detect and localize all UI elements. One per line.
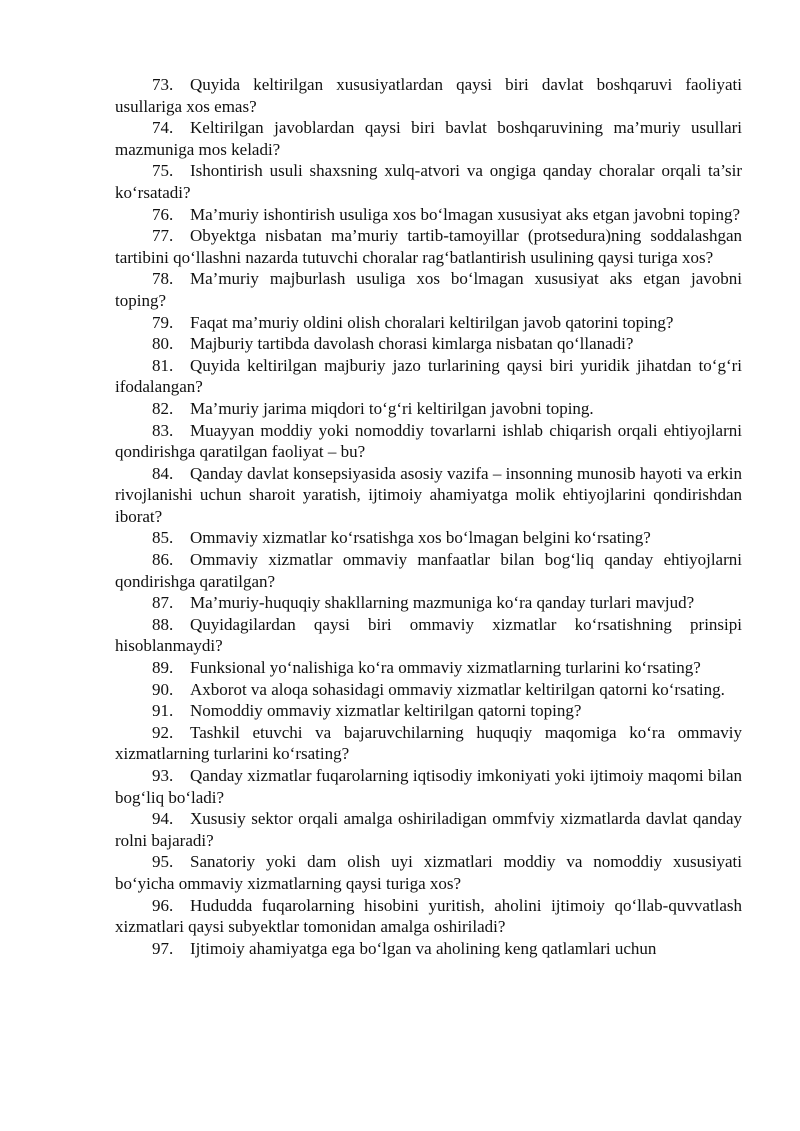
question-text: Obyektga nisbatan ma’muriy tartib-tamoyillar (protsedura)ning soddalashgan tartibini qo‘llashni nazarda tutuvchi choralar rag‘batlantirish usulining qaysi turiga xos? [115,226,742,267]
question-text: Quyida keltirilgan majburiy jazo turlarining qaysi biri yuridik jihatdan to‘g‘ri ifodalangan? [115,355,742,397]
question-number: 85. [152,528,174,548]
question-78 [115,268,742,311]
question-90 [115,679,742,701]
question-number: 77. [152,226,174,246]
question-text: Ommaviy xizmatlar ommaviy manfaatlar bilan bog‘liq qanday ehtiyojlarni qondirishga qaratilgan? [115,550,742,591]
question-83 [115,420,742,463]
question-number: 84. [152,463,174,483]
question-85 [115,527,742,549]
question-text: Quyidagilardan qaysi biri ommaviy xizmatlar ko‘rsatishning prinsipi hisoblanmaydi? [115,614,742,656]
question-number: 88. [152,614,174,634]
question-text: Quyida keltirilgan xususiyatlardan qaysi biri davlat boshqaruvi faoliyati usullariga xos emas? [115,75,742,116]
question-text: Majburiy tartibda davolash chorasi kimlarga nisbatan qo‘llanadi? [190,334,634,354]
question-number: 93. [152,766,174,785]
question-text: Tashkil etuvchi va bajaruvchilarning huquqiy maqomiga ko‘ra ommaviy xizmatlarning turlarini ko‘rsating? [115,722,742,764]
question-number: 87. [152,593,174,613]
question-93 [115,765,742,808]
question-74 [115,117,742,160]
question-number: 80. [152,334,174,354]
question-number: 78. [152,269,174,289]
question-text: Ma’muriy ishontirish usuliga xos bo‘lmagan xususiyat aks etgan javobni toping? [190,204,741,224]
question-number: 97. [152,938,174,958]
question-92 [115,722,742,765]
question-number: 96. [152,895,174,915]
question-text: Hududda fuqarolarning hisobini yuritish, aholini ijtimoiy qo‘llab-quvvatlash xizmatlari qaysi subyektlar tomonidan amalga oshiriladi? [115,895,742,937]
question-97 [115,938,742,960]
question-87 [115,592,742,614]
question-number: 74. [152,118,174,138]
question-number: 91. [152,701,174,721]
question-79 [115,312,742,334]
question-text: Qanday xizmatlar fuqarolarning iqtisodiy imkoniyati yoki ijtimoiy maqomi bilan bog‘liq bo‘ladi? [115,766,742,807]
question-text: Faqat ma’muriy oldini olish choralari keltirilgan javob qatorini toping? [190,312,674,332]
question-number: 76. [152,204,174,224]
question-75 [115,160,742,203]
question-text: Funksional yo‘nalishiga ko‘ra ommaviy xizmatlarning turlarini ko‘rsating? [190,658,701,678]
question-number: 92. [152,722,174,742]
question-number: 89. [152,658,174,678]
question-text: Qanday davlat konsepsiyasida asosiy vazifa – insonning munosib hayoti va erkin rivojlanishi uchun sharoit yaratish, ijtimoiy ahamiyatga molik ehtiyojlarini qondirishdan iborat? [115,463,742,526]
question-number: 82. [152,398,174,418]
question-91 [115,700,742,722]
question-94 [115,808,742,851]
question-88 [115,614,742,657]
question-text: Sanatoriy yoki dam olish uyi xizmatlari moddiy va nomoddiy xususiyati bo‘yicha ommaviy xizmatlarning qaysi turiga xos? [115,852,742,893]
question-82 [115,398,742,420]
document-page [115,74,742,959]
question-number: 83. [152,420,174,440]
question-76 [115,204,742,226]
question-number: 79. [152,312,174,332]
question-80 [115,333,742,355]
question-text: Keltirilgan javoblardan qaysi biri bavlat boshqaruvining ma’muriy usullari mazmuniga mos keladi? [115,118,742,159]
question-81 [115,355,742,398]
question-73 [115,74,742,117]
question-number: 75. [152,161,174,181]
question-text: Ommaviy xizmatlar ko‘rsatishga xos bo‘lmagan belgini ko‘rsating? [190,528,651,548]
question-number: 81. [152,355,174,375]
question-text: Axborot va aloqa sohasidagi ommaviy xizmatlar keltirilgan qatorni ko‘rsating. [190,679,725,699]
question-text: Ma’muriy jarima miqdori to‘g‘ri keltirilgan javobni toping. [190,398,594,418]
question-89 [115,657,742,679]
question-text: Xususiy sektor orqali amalga oshiriladigan ommfviy xizmatlarda davlat qanday rolni bajaradi? [115,809,742,850]
question-96 [115,895,742,938]
question-number: 95. [152,852,174,872]
question-number: 90. [152,679,174,699]
question-86 [115,549,742,592]
question-84 [115,463,742,528]
question-number: 73. [152,75,174,94]
question-77 [115,225,742,268]
question-text: Ijtimoiy ahamiyatga ega bo‘lgan va aholining keng qatlamlari uchun [190,938,657,958]
question-text: Ma’muriy-huquqiy shakllarning mazmuniga ko‘ra qanday turlari mavjud? [190,593,695,613]
question-number: 94. [152,809,174,829]
question-text: Muayyan moddiy yoki nomoddiy tovarlarni ishlab chiqarish orqali ehtiyojlarni qondirishga qaratilgan faoliyat – bu? [115,420,742,462]
question-text: Ma’muriy majburlash usuliga xos bo‘lmagan xususiyat aks etgan javobni toping? [115,269,742,310]
question-number: 86. [152,550,174,570]
question-text: Ishontirish usuli shaxsning xulq-atvori va ongiga qanday choralar orqali ta’sir ko‘rsatadi? [115,161,742,202]
question-text: Nomoddiy ommaviy xizmatlar keltirilgan qatorni toping? [190,701,582,721]
question-95 [115,851,742,894]
